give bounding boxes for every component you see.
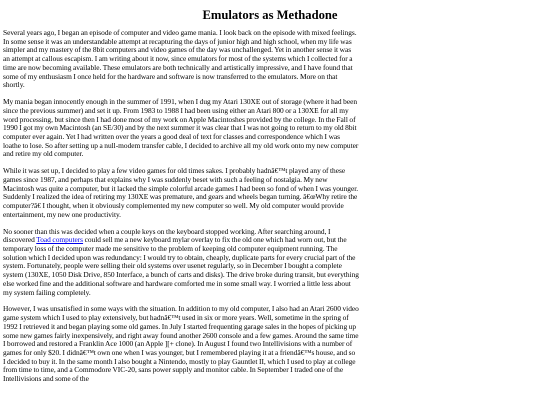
paragraph-4 [3,228,359,298]
page-title: Emulators as Methadone [202,8,338,22]
paragraph-3: While it was set up, I decided to play a few video games for old times sakes. I probably hadnâ€™t played any of these games since 1987, and perhaps that explains why I was suddenly beset with such a feeling of nostalgia. My new Macintosh was quite a computer, but it lacked the simple colorful arcade games I had been so fond of when I was younger. Suddenly I realized the idea of retiring my 130XE was premature, and gears and wheels began turning. â€œWhy retire the computer?â€ I thought, when it obviously complemented my new computer so well. My old computer would provide entertainment, my new one productivity. [3,166,359,219]
paragraph-4-text-after: could sell me a new keyboard mylar overlay to fix the old one which had worn out, but the temporary loss of the computer made me sensitive to the problem of keeping old computer equipment running. The solution which I decided upon was redundancy: I would try to obtain, cheaply, duplicate parts for every crucial part of the system. Fortunately, people were selling their old systems over usenet regularly, so in December I bought a complete system (130XE, 1050 Disk Drive, 850 Interface, a bunch of carts and disks). The drive broke during transit, but everything else worked fine and the additional software and hardware comforted me in some small way. I worried a little less about my system failing completely. [3,235,359,297]
paragraph-1: Several years ago, I began an episode of computer and video game mania. I look back on the episode with mixed feelings. In some sense it was an understandable attempt at recapturing the days of junior high and high school, when my life was simpler and my mastery of the 8bit computers and video games of the day was unchallenged. Yet in another sense it was an attempt at callous escapism. I am writing about it now, since emulators for most of the systems which I collected for a time are now becoming available. These emulators are both technically and artistically impressive, and I have found that some of my enthusiasm I once held for the hardware and software is now transferred to the emulators. More on that shortly. [3,28,357,90]
toad-computers-link[interactable]: Toad computers [36,235,84,245]
paragraph-5: However, I was unsatisfied in some ways with the situation. In addition to my old computer, I also had an Atari 2600 video game system which I used to play extensively, but hadnâ€™t used in six or more years. Well, sometime in the spring of 1992 I retrieved it and began playing some old games. In July I started frequenting garage sales in the hopes of picking up some new games fairly inexpensively, and right away found another 2600 console and a few games. Around the same time I borrowed and restored a Franklin Ace 1000 (an Apple ][+ clone). In August I found two Intellivisions with a number of games for only $20. I didnâ€™t own one when I was younger, but I remembered playing it at a friendâ€™s house, and so I decided to buy it. In the same month I also bought a Nintendo, mostly to play Gauntlet II, which I used to play at college from time to time, and a Commodore VIC-20, sans power supply and monitor cable. In September I traded one of the Intellivisions and some of the [3,304,359,384]
paragraph-2: My mania began innocently enough in the summer of 1991, when I dug my Atari 130XE out of storage (where it had been since the previous summer) and set it up. From 1983 to 1988 I had been using either an Atari 800 or a 130XE for all my word processing, but since then I had done most of my work on Apple Macintoshes provided by the college. In the Fall of 1990 I got my own Macintosh (an SE/30) and by the next summer it was clear that I was not going to return to my old 8bit computer ever again. Yet I had written over the years a good deal of text for classes and correspondence which I was loathe to lose. So after setting up a null-modem transfer cable, I decided to archive all my old work onto my new computer and retire my old computer. [3,97,359,159]
paragraph-4-text-before: No sooner than this was decided when a couple keys on the keyboard stopped working. After searching around, I discovered [3,226,331,245]
